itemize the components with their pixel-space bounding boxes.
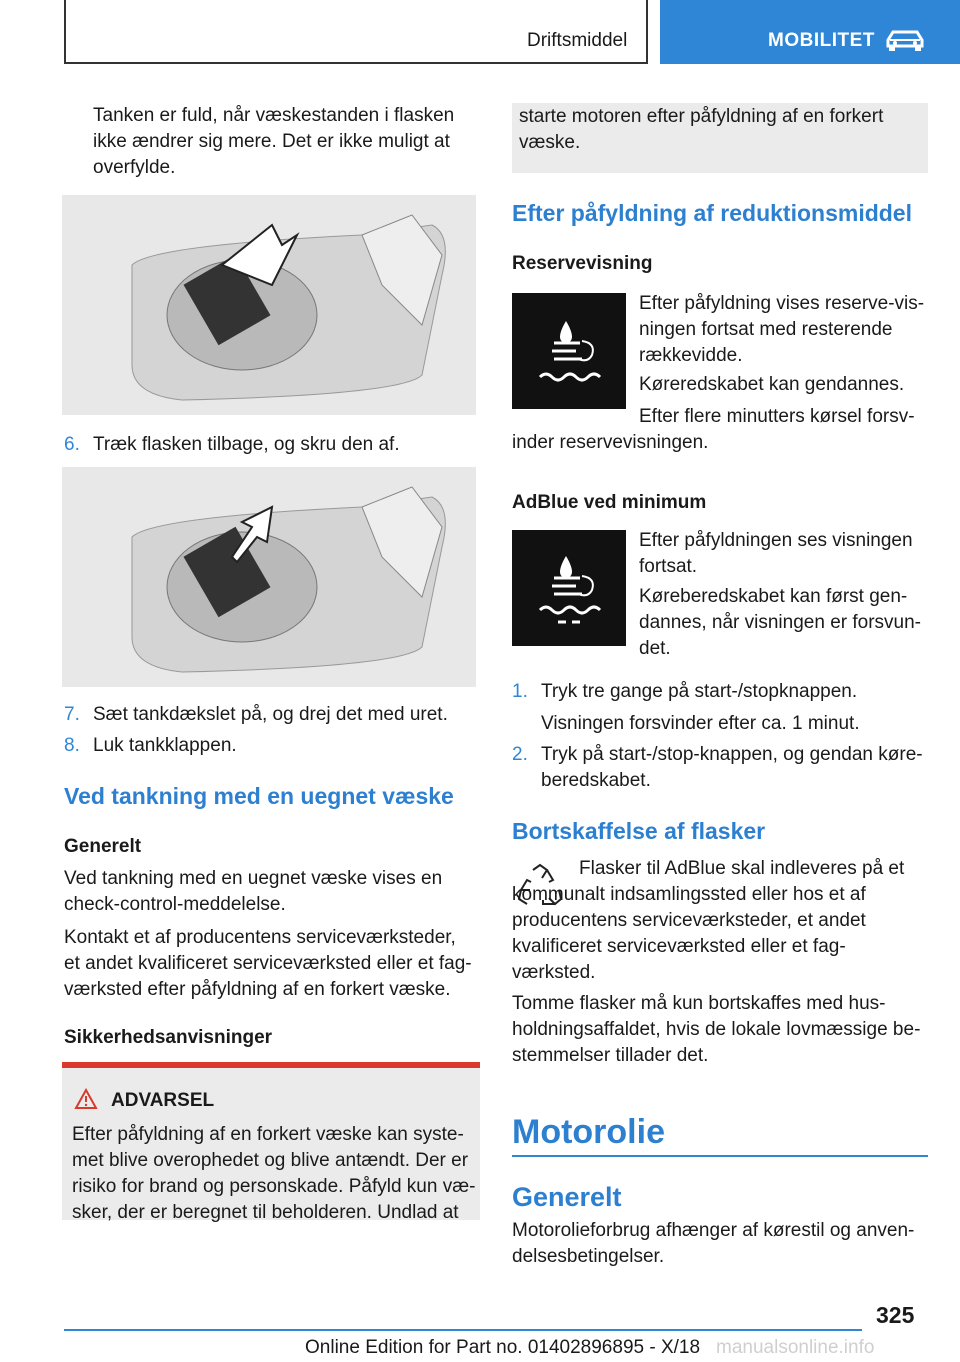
reserve-display-icon [512,293,626,409]
recycle-text: Flasker til AdBlue skal indleveres på et kommunalt indsamlingssted eller hos et af producentens serviceværksteder, et andet kvalificeret serviceværksted eller et fagværksted. [512,858,905,983]
warning-icon [74,1088,98,1110]
image-close-cap [62,467,476,687]
chapter-tab-label: MOBILITET [768,30,875,51]
para-general-2: Kontakt et af producentens serviceværksteder, et andet kvalificeret serviceværksted eller et fagværksted efter påfyldning af en forkert væske. [64,927,472,1000]
step-7-number: 7. [64,704,80,725]
heading-after-refill: Efter påfyldning af reduktionsmiddel [512,200,912,226]
reserve-text-3: Efter flere minutters kørsel forsvinder reservevisningen. [512,406,915,453]
reserve-text-2: Køreredskabet kan gendannes. [639,374,905,395]
subheading-reserve: Reservevisning [512,253,653,274]
step-2-number: 2. [512,744,528,765]
heading-bottle-disposal: Bortskaffelse af flasker [512,818,766,844]
car-icon [884,28,926,54]
footer-watermark: manualsonline.info [716,1337,875,1358]
step-1-subtext: Visningen forsvinder efter ca. 1 minut. [541,713,860,734]
adblue-text-1: Efter påfyldningen ses visningen fortsat. [639,530,913,577]
step-1-number: 1. [512,681,528,702]
section-title: Driftsmiddel [527,30,628,51]
step-1-text: Tryk tre gange på start-/stopknappen. [541,681,858,702]
chapter-rule [512,1155,928,1157]
adblue-minimum-icon [512,530,626,646]
warning-text: Efter påfyldning af en forkert væske kan systemet blive overophedet og blive antændt. Der er risiko for brand og personskade. Påfyld kun væsker, der er beregnet til beholderen. Undlad at [72,1124,476,1223]
subheading-general: Generelt [64,836,142,857]
footer-rule [64,1329,862,1331]
heading-general-oil: Generelt [512,1182,622,1212]
warning-continued-text: starte motoren efter påfyldning af en forkert væske. [519,106,884,153]
adblue-text-2: Køreberedskabet kan først gendannes, når visningen er forsvundet. [639,586,921,659]
empty-bottles-text: Tomme flasker må kun bortskaffes med husholdningsaffaldet, hvis de lokale lovmæssige bestemmelser tillader det. [512,993,921,1066]
image-remove-bottle [62,195,476,415]
step-2-text: Tryk på start-/stop-knappen, og gendan køreberedskabet. [541,744,923,791]
warning-title: ADVARSEL [111,1090,215,1111]
step-8-number: 8. [64,735,80,756]
chapter-heading-engine-oil: Motorolie [512,1113,665,1151]
step-7-text: Sæt tankdækslet på, og drej det med uret. [93,704,448,725]
step-6-text: Træk flasken tilbage, og skru den af. [93,434,400,455]
page-number: 325 [876,1302,915,1328]
step-6-number: 6. [64,434,80,455]
subheading-safety: Sikkerhedsanvisninger [64,1027,273,1048]
step-8-text: Luk tankklappen. [93,735,237,756]
para-general-1: Ved tankning med en uegnet væske vises en check-control-meddelelse. [64,868,443,915]
footer-edition: Online Edition for Part no. 01402896895 - X/18 [305,1337,701,1358]
subheading-adblue-minimum: AdBlue ved minimum [512,492,707,513]
intro-text: Tanken er fuld, når væskestanden i flasken ikke ændrer sig mere. Det er ikke muligt at overfylde. [93,105,455,178]
heading-unsuitable-fluid: Ved tankning med en uegnet væske [64,783,454,809]
oil-consumption-text: Motorolieforbrug afhænger af kørestil og anvendelsesbetingelser. [512,1220,915,1267]
reserve-text-1: Efter påfyldning vises reserve-visningen fortsat med resterende rækkevidde. [639,293,925,366]
